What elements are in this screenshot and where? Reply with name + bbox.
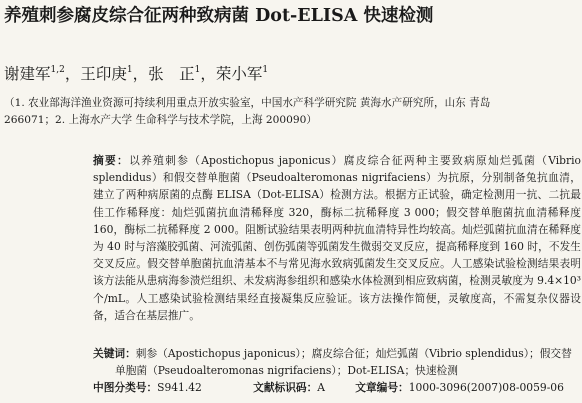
keywords-line-1: 刺参（Apostichopus japonicus）；腐皮综合征；灿烂弧菌（Vibrio splendidus）；假交替: [135, 347, 572, 360]
keywords-label: 关键词：: [93, 347, 136, 360]
keywords: [93, 346, 581, 379]
paper-title: 养殖刺参腐皮综合征两种致病菌 Dot-ELISA 快速检测: [4, 6, 434, 26]
doc-code-value: A: [317, 381, 325, 394]
author-separator: ，: [132, 65, 149, 83]
doc-code-label: 文献标识码：: [253, 381, 318, 394]
clc-label: 中图分类号：: [93, 381, 158, 394]
abstract-text: 以养殖刺参（Apostichopus japonicus）腐皮综合征两种主要致病原灿烂弧菌（Vibrio splendidus）和假交替单胞菌（Pseudoalteromonas nigrifaciens）为抗原，分别制备兔抗血清，建立了两种病原菌的点酶 ELISA（Dot-ELISA）检测方法。根据方正试验，确定检测用一抗、二抗最佳工作稀释度：灿烂弧菌抗血清稀释度 320，酶标二抗稀释度 3 000；假交替单胞菌抗血清稀释度 160，酶标二抗稀释度 2 000。阻断试验结果表明两种抗血清特异性均较高。灿烂弧菌抗血清在稀释度为 40 时与溶藻胶弧菌、河流弧菌、创伤弧菌等弧菌发生微弱交叉反应，提高稀释度到 160 时，不发生交叉反应。假交替单胞菌抗血清基本不与常见海水致病弧菌发生交叉反应。人工感染试验检测结果表明该方法能从患病海参溃烂组织、未发病海参组织和感染水体检测到相应致病菌，检测灵敏度为 9.4×10³ 个/mL。人工感染试验检测结果经直接凝集反应验证。该方法操作简便，灵敏度高，不需复杂仪器设备，适合在基层推广。: [93, 154, 581, 322]
author-separator: ，: [200, 65, 216, 83]
author-affiliation-marker: 1: [262, 65, 269, 75]
author-affiliation-marker: 1: [194, 65, 201, 75]
author-name: 谢建军: [4, 65, 51, 83]
author-affiliation-marker: 1,2: [50, 65, 65, 75]
article-number-label: 文章编号：: [355, 381, 409, 394]
author-name: 张 正: [148, 65, 195, 83]
author-name: 王印庚: [80, 65, 127, 83]
author-separator: ，: [64, 65, 81, 83]
abstract: [93, 152, 581, 324]
author-list: [4, 58, 580, 86]
keywords-line-2: 单胞菌（Pseudoalteromonas nigrifaciens）；Dot-ELISA；快速检测: [115, 363, 458, 377]
abstract-label: 摘要：: [93, 154, 130, 167]
affiliations: （1. 农业部海洋渔业资源可持续利用重点开放实验室，中国水产科学研究院 黄海水产研究所，山东 青岛 266071；2. 上海水产大学 生命科学与技术学院，上海 200090）: [4, 97, 491, 126]
author-name: 荣小军: [215, 65, 263, 83]
article-number-value: 1000-3096(2007)08-0059-06: [408, 381, 564, 394]
classification-line: [93, 380, 581, 396]
clc-value: S941.42: [157, 381, 202, 394]
author-affiliation-marker: 1: [126, 65, 133, 75]
